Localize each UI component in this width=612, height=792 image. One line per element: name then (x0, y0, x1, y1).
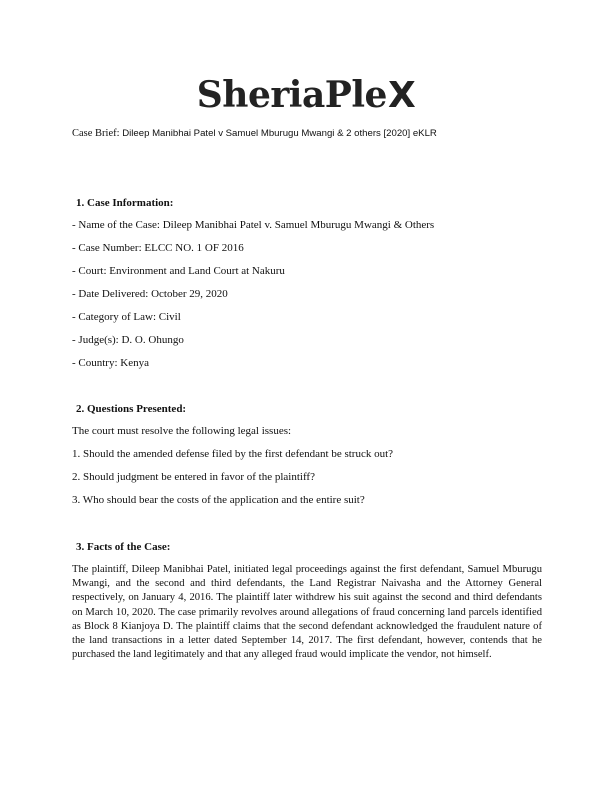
sheriaplex-logo (0, 74, 612, 116)
judge-line: - Judge(s): D. O. Ohungo (72, 334, 184, 346)
question-item: 3. Who should bear the costs of the application and the entire suit? (72, 494, 365, 506)
question-item: 1. Should the amended defense filed by the first defendant be struck out? (72, 448, 394, 460)
facts-paragraph: The plaintiff, Dileep Manibhai Patel, initiated legal proceedings against the first defendant, Samuel Mburugu Mwangi, and the second and third defendants, the Land Registrar Naivasha and the Attorney General respectively, on January 4, 2016. The plaintiff later withdrew his suit against the second and third defendants on March 10, 2020. The case primarily revolves around allegations of fraud concerning land parcels identified as Block 8 Kianjoya D. The plaintiff claims that the second defendant acknowledged the fraudulent nature of the land transactions in a letter dated September 14, 2017. The first defendant, however, contends that he purchased the land legitimately and that any alleged fraud would implicate the vendor, not himself. (72, 564, 542, 661)
questions-intro: The court must resolve the following legal issues: (72, 425, 292, 437)
caption-case-title: Dileep Manibhai Patel v Samuel Mburugu Mwangi & 2 others [2020] eKLR (122, 128, 437, 139)
case-number-line: - Case Number: ELCC NO. 1 OF 2016 (72, 242, 244, 254)
caption-lead: Case Brief: (72, 128, 120, 139)
facts-section (72, 541, 542, 662)
question-item: 2. Should judgment be entered in favor of the plaintiff? (72, 471, 315, 483)
date-delivered-line: - Date Delivered: October 29, 2020 (72, 288, 228, 300)
case-name-line: - Name of the Case: Dileep Manibhai Patel v. Samuel Mburugu Mwangi & Others (72, 219, 435, 231)
country-line: - Country: Kenya (72, 357, 149, 369)
logo-wordmark: SheriaPle (196, 74, 387, 116)
questions-heading: 2. Questions Presented: (76, 403, 187, 415)
case-information-heading: 1. Case Information: (76, 197, 174, 209)
court-line: - Court: Environment and Land Court at Nakuru (72, 265, 285, 277)
case-brief-caption (72, 128, 437, 139)
case-information-section (72, 197, 542, 380)
facts-heading: 3. Facts of the Case: (76, 541, 171, 553)
logo-x-mark: X (387, 75, 416, 116)
category-line: - Category of Law: Civil (72, 311, 181, 323)
questions-presented-section (72, 403, 542, 517)
